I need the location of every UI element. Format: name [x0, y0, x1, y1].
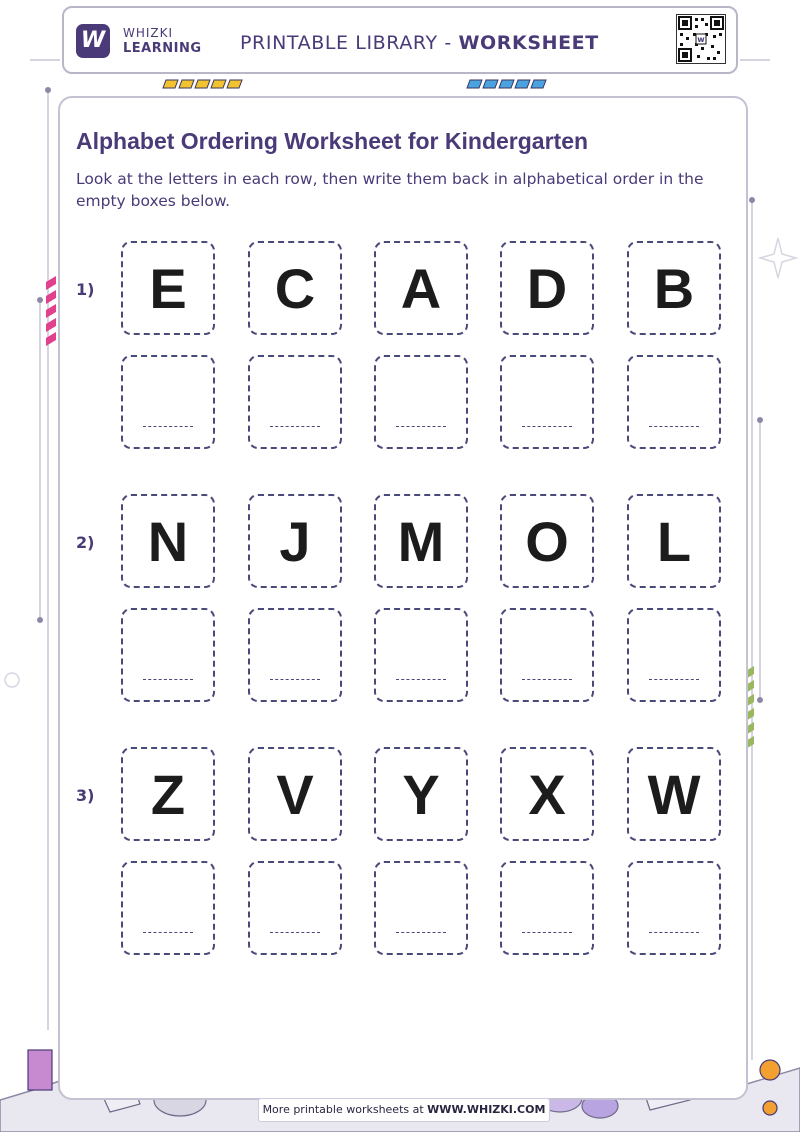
letter-box [500, 494, 594, 588]
write-line [396, 679, 446, 680]
letter: W [647, 762, 701, 826]
letter-box [374, 494, 468, 588]
answer-box[interactable] [374, 861, 468, 955]
answer-box[interactable] [374, 355, 468, 449]
letter: O [525, 509, 569, 573]
write-line [143, 679, 193, 680]
answer-box[interactable] [374, 608, 468, 702]
letter-box [374, 241, 468, 335]
header-bar [62, 6, 738, 74]
footer-link[interactable]: WWW.WHIZKI.COM [427, 1103, 546, 1116]
answer-box[interactable] [627, 355, 721, 449]
letter: V [276, 762, 314, 826]
answer-box[interactable] [121, 355, 215, 449]
header-title-strong: WORKSHEET [458, 32, 599, 54]
letter: X [528, 762, 566, 826]
answer-box[interactable] [121, 608, 215, 702]
letter-box [121, 747, 215, 841]
letter: L [656, 509, 692, 573]
letter: E [149, 256, 187, 320]
row-label-2: 2) [76, 533, 95, 552]
write-line [649, 932, 699, 933]
letter-box [121, 241, 215, 335]
write-line [396, 426, 446, 427]
letter: D [526, 256, 568, 320]
letter: J [279, 509, 311, 573]
brand-line-1: WHIZKI [123, 26, 174, 40]
letter-box [121, 494, 215, 588]
letter: Y [402, 762, 440, 826]
write-line [270, 426, 320, 427]
svg-text:w: w [697, 35, 705, 44]
letter: C [274, 256, 316, 320]
letter: N [147, 509, 189, 573]
letter-box [627, 747, 721, 841]
write-line [522, 679, 572, 680]
letter-box [500, 747, 594, 841]
row-label-3: 3) [76, 786, 95, 805]
header-title [240, 32, 599, 54]
letter-box [627, 241, 721, 335]
answer-box[interactable] [500, 861, 594, 955]
qr-code-icon [676, 14, 726, 64]
write-line [396, 932, 446, 933]
letter: B [653, 256, 695, 320]
write-line [649, 679, 699, 680]
whizki-logo-icon: W [76, 24, 110, 58]
answer-box[interactable] [121, 861, 215, 955]
answer-box[interactable] [627, 608, 721, 702]
write-line [143, 426, 193, 427]
blue-stripes [467, 80, 546, 88]
answer-box[interactable] [500, 608, 594, 702]
footer-banner [258, 1098, 550, 1122]
write-line [270, 932, 320, 933]
header-title-prefix: PRINTABLE LIBRARY - [240, 32, 459, 54]
letter-box [248, 747, 342, 841]
write-line [522, 426, 572, 427]
answer-box[interactable] [627, 861, 721, 955]
letter-box [500, 241, 594, 335]
write-line [522, 932, 572, 933]
letter-box [374, 747, 468, 841]
letter-box [248, 241, 342, 335]
yellow-stripes [163, 80, 242, 88]
write-line [649, 426, 699, 427]
answer-box[interactable] [500, 355, 594, 449]
brand-name [123, 26, 202, 56]
answer-box[interactable] [248, 608, 342, 702]
write-line [270, 679, 320, 680]
footer-text: More printable worksheets at [262, 1103, 428, 1116]
worksheet-title: Alphabet Ordering Worksheet for Kindergarten [76, 128, 589, 154]
worksheet-instructions: Look at the letters in each row, then write them back in alphabetical order in the empty boxes below. [76, 170, 704, 210]
letter: A [400, 256, 442, 320]
brand-line-2: LEARNING [123, 41, 202, 56]
letter: M [397, 509, 445, 573]
write-line [143, 932, 193, 933]
letter: Z [150, 762, 186, 826]
answer-box[interactable] [248, 861, 342, 955]
answer-box[interactable] [248, 355, 342, 449]
letter-box [248, 494, 342, 588]
letter-box [627, 494, 721, 588]
row-label-1: 1) [76, 280, 95, 299]
